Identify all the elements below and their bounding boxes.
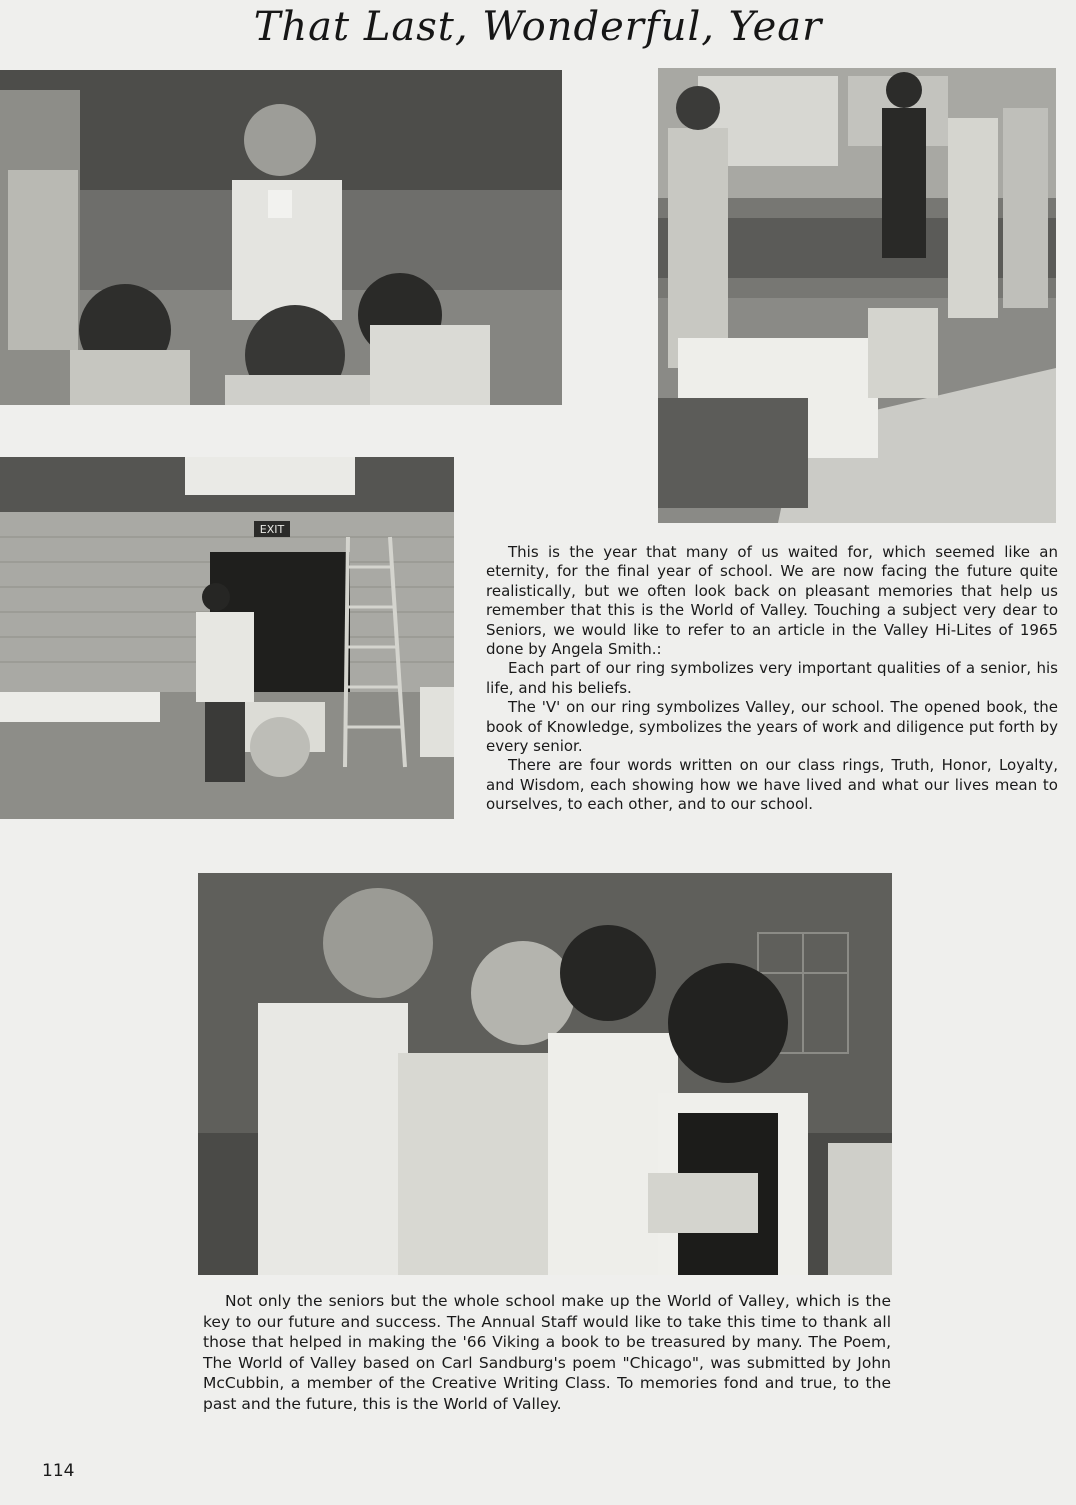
article-paragraph: The 'V' on our ring symbolizes Valley, our school. The opened book, the book of Knowledge, symbolizes the years of work and diligence put forth by every senior.: [486, 698, 1058, 756]
article-paragraph: Each part of our ring symbolizes very important qualities of a senior, his life, and his beliefs.: [486, 659, 1058, 697]
closing-paragraph: Not only the seniors but the whole school make up the World of Valley, which is the key to our future and success. The Annual Staff would like to take this time to thank all those that helped in making the '66 Viking a book to be treasured by many. The Poem, The World of Valley based on Carl Sandburg's poem "Chicago", was submitted by John McCubbin, a member of the Creative Writing Class. To memories fond and true, to the past and the future, this is the World of Valley.: [203, 1292, 891, 1413]
photo-gym-ladder: [0, 457, 454, 819]
page-number: 114: [42, 1461, 75, 1481]
article-text: [486, 543, 1058, 815]
photo-chalkboard-group: [198, 873, 892, 1275]
article-paragraph: There are four words written on our class rings, Truth, Honor, Loyalty, and Wisdom, each showing how we have lived and what our lives mean to ourselves, to each other, and to our school.: [486, 756, 1058, 814]
article-paragraph: This is the year that many of us waited for, which seemed like an eternity, for the final year of school. We are now facing the future quite realistically, but we often look back on pleasant memories that help us remember that this is the World of Valley. Touching a subject very dear to Seniors, we would like to refer to an article in the Valley Hi-Lites of 1965 done by Angela Smith.:: [486, 543, 1058, 659]
exit-sign-text: EXIT: [259, 523, 285, 536]
closing-text: [203, 1291, 891, 1414]
photo-students-gathering: [0, 70, 562, 405]
page-title: That Last, Wonderful, Year: [253, 4, 823, 50]
photo-floor-decorating: [658, 68, 1056, 523]
